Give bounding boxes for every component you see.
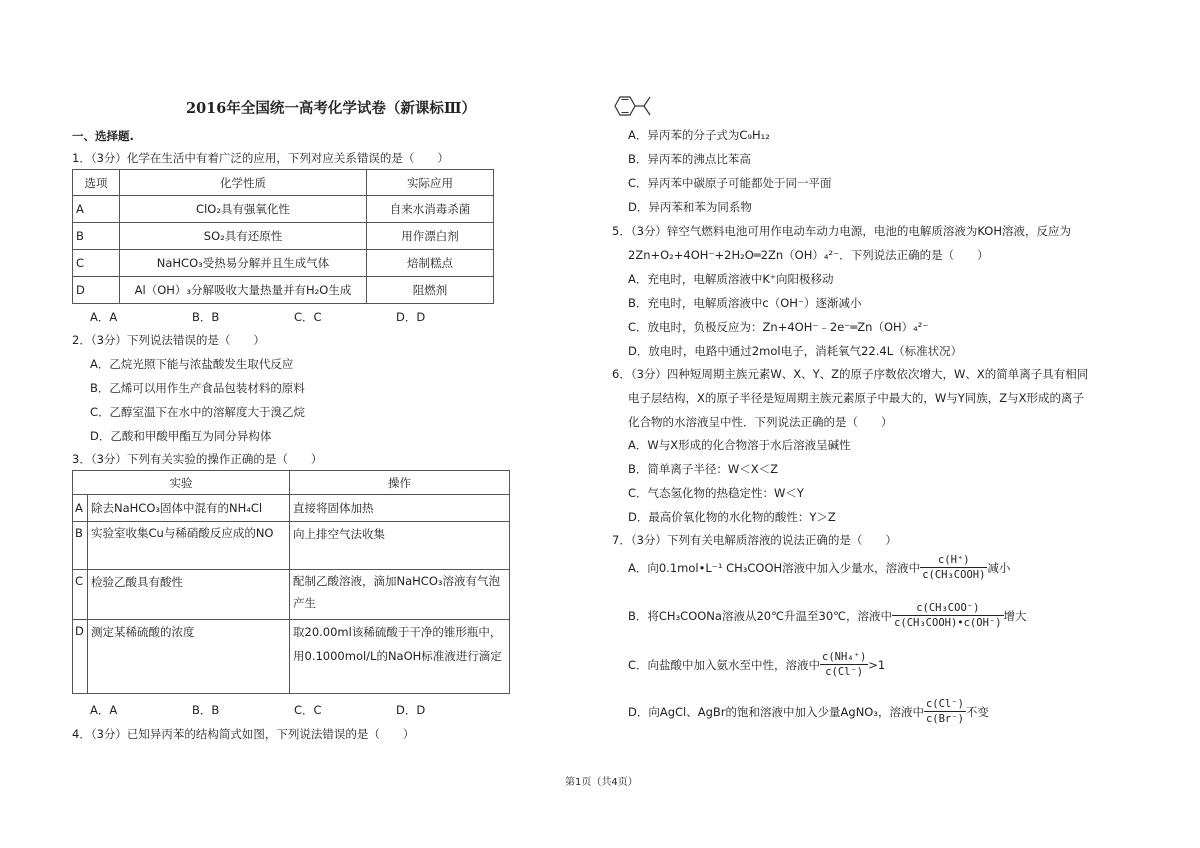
q7-stem: 7．（3分）下列有关电解质溶液的说法正确的是（ ） [612, 533, 897, 547]
q1-option: A．A [90, 310, 118, 324]
q3-option: A．A [90, 703, 118, 717]
q6-option: D．最高价氧化物的水化物的酸性：Y＞Z [628, 510, 836, 524]
q3-cell: 配制乙酸溶液，滴加NaHCO₃溶液有气泡产生 [290, 570, 510, 620]
q3-cell: 向上排空气法收集 [290, 522, 510, 570]
q4-option: D．异丙苯和苯为同系物 [628, 200, 752, 214]
q3-cell: A [73, 495, 88, 522]
q6-option: C．气态氢化物的热稳定性：W＜Y [628, 486, 804, 500]
fraction [820, 650, 868, 679]
q3-cell: D [73, 620, 88, 694]
page-footer: 第1页（共4页） [565, 777, 638, 788]
q3-option: D．D [396, 703, 426, 717]
q1-cell: ClO₂具有强氧化性 [120, 196, 367, 223]
q7-option-suffix: 不变 [965, 704, 989, 719]
fraction [924, 697, 966, 726]
q3-cell: 除去NaHCO₃固体中混有的NH₄Cl [88, 495, 290, 522]
q7-option-suffix: 增大 [1003, 608, 1027, 623]
q1-header-property: 化学性质 [120, 170, 367, 196]
q5-option: D．放电时，电路中通过2mol电子，消耗氧气22.4L（标准状况） [628, 344, 963, 358]
q6-option: B．简单离子半径：W＜X＜Z [628, 462, 779, 476]
q7-option-d [628, 697, 989, 726]
q1-option: B．B [192, 310, 220, 324]
fraction-denominator: c(Cl⁻) [825, 666, 864, 678]
q5-reaction: 2Zn+O₂+4OH⁻+2H₂O═2Zn（OH）₄²⁻．下列说法正确的是（ ） [628, 248, 989, 262]
q7-option-a [628, 553, 1010, 582]
isopropylbenzene-structure-icon [610, 94, 660, 118]
fraction [892, 601, 1003, 630]
q7-option-suffix: >1 [868, 657, 886, 672]
q3-cell: C [73, 570, 88, 620]
q2-option: B．乙烯可以用作生产食品包装材料的原料 [90, 381, 305, 395]
fraction-numerator: c(Cl⁻) [925, 698, 964, 710]
q6-stem-line: 6．（3分）四种短周期主族元素W、X、Y、Z的原子序数依次增大，W、X的简单离子具有相同 [612, 367, 1089, 381]
q2-option: D．乙酸和甲酸甲酯互为同分异构体 [90, 429, 272, 443]
q1-cell: Al（OH）₃分解吸收大量热量并有H₂O生成 [120, 277, 367, 304]
q1-cell: NaHCO₃受热易分解并且生成气体 [120, 250, 367, 277]
fraction-numerator: c(CH₃COO⁻) [892, 601, 1003, 616]
q7-option-text: D．向AgCl、AgBr的饱和溶液中加入少量AgNO₃，溶液中 [628, 704, 924, 719]
q4-stem: 4．（3分）已知异丙苯的结构简式如图，下列说法错误的是（ ） [72, 727, 415, 741]
q3-cell: 测定某稀硫酸的浓度 [88, 620, 290, 694]
q1-cell: A [73, 196, 120, 223]
q7-option-text: C．向盐酸中加入氨水至中性，溶液中 [628, 657, 821, 672]
q7-option-text: B．将CH₃COONa溶液从20℃升温至30℃，溶液中 [628, 608, 893, 623]
q2-option: A．乙烷光照下能与浓盐酸发生取代反应 [90, 357, 294, 371]
q4-option: B．异丙苯的沸点比苯高 [628, 152, 751, 166]
q1-option: D．D [396, 310, 426, 324]
q1-cell: 阻燃剂 [367, 277, 494, 304]
q3-cell: 实验室收集Cu与稀硝酸反应成的NO [88, 522, 290, 570]
q1-cell: 焙制糕点 [367, 250, 494, 277]
fraction-numerator: c(H⁺) [920, 553, 987, 568]
q1-cell: SO₂具有还原性 [120, 223, 367, 250]
q1-header-application: 实际应用 [367, 170, 494, 196]
q3-cell: 取20.00ml该稀硫酸于干净的锥形瓶中，用0.1000mol/L的NaOH标准液进行滴定 [290, 620, 510, 694]
q3-stem: 3．（3分）下列有关实验的操作正确的是（ ） [72, 452, 323, 466]
q1-cell: C [73, 250, 120, 277]
q1-cell: 用作漂白剂 [367, 223, 494, 250]
q3-option: C．C [294, 703, 322, 717]
q4-option: A．异丙苯的分子式为C₉H₁₂ [628, 128, 770, 142]
q1-stem: 1．（3分）化学在生活中有着广泛的应用，下列对应关系错误的是（ ） [72, 151, 449, 165]
q1-header-option: 选项 [73, 170, 120, 196]
fraction-numerator: c(NH₄⁺) [822, 651, 867, 663]
q3-cell: B [73, 522, 88, 570]
q5-option: B．充电时，电解质溶液中c（OH⁻）逐渐减小 [628, 296, 862, 310]
fraction-denominator: c(CH₃COOH) [922, 569, 986, 581]
fraction-denominator: c(CH₃COOH)•c(OH⁻) [894, 617, 1002, 629]
q3-cell: 检验乙酸具有酸性 [88, 570, 290, 620]
q1-table [72, 169, 494, 304]
q3-header-experiment: 实验 [73, 471, 290, 495]
q5-stem: 5．（3分）锌空气燃料电池可用作电动车动力电源，电池的电解质溶液为KOH溶液，反应为 [612, 224, 1071, 238]
q3-cell: 直接将固体加热 [290, 495, 510, 522]
fraction-denominator: c(Br⁻) [925, 713, 964, 725]
q6-stem-line: 电子层结构，X的原子半径是短周期主族元素原子中最大的，W与Y同族，Z与X形成的离子 [628, 391, 1085, 405]
q3-header-operation: 操作 [290, 471, 510, 495]
q1-cell: 自来水消毒杀菌 [367, 196, 494, 223]
q7-option-c [628, 650, 885, 679]
q5-option: C．放电时，负极反应为：Zn+4OH⁻﹣2e⁻═Zn（OH）₄²⁻ [628, 320, 929, 334]
fraction [920, 553, 987, 582]
section-heading: 一、选择题. [72, 129, 134, 143]
q7-option-b [628, 601, 1027, 630]
q6-option: A．W与X形成的化合物溶于水后溶液呈碱性 [628, 438, 851, 452]
q2-option: C．乙醇室温下在水中的溶解度大于溴乙烷 [90, 405, 306, 419]
q4-option: C．异丙苯中碳原子可能都处于同一平面 [628, 176, 832, 190]
q1-cell: B [73, 223, 120, 250]
q3-option: B．B [192, 703, 220, 717]
q1-cell: D [73, 277, 120, 304]
page-title: 2016年全国统一高考化学试卷（新课标Ⅲ） [186, 100, 477, 117]
q7-option-suffix: 减小 [987, 560, 1011, 575]
q1-option: C．C [294, 310, 322, 324]
q3-table [72, 470, 510, 694]
q5-option: A．充电时，电解质溶液中K⁺向阳极移动 [628, 272, 834, 286]
q2-stem: 2．（3分）下列说法错误的是（ ） [72, 333, 265, 347]
q7-option-text: A．向0.1mol•L⁻¹ CH₃COOH溶液中加入少量水，溶液中 [628, 560, 921, 575]
q6-stem-line: 化合物的水溶液呈中性．下列说法正确的是（ ） [628, 415, 893, 429]
